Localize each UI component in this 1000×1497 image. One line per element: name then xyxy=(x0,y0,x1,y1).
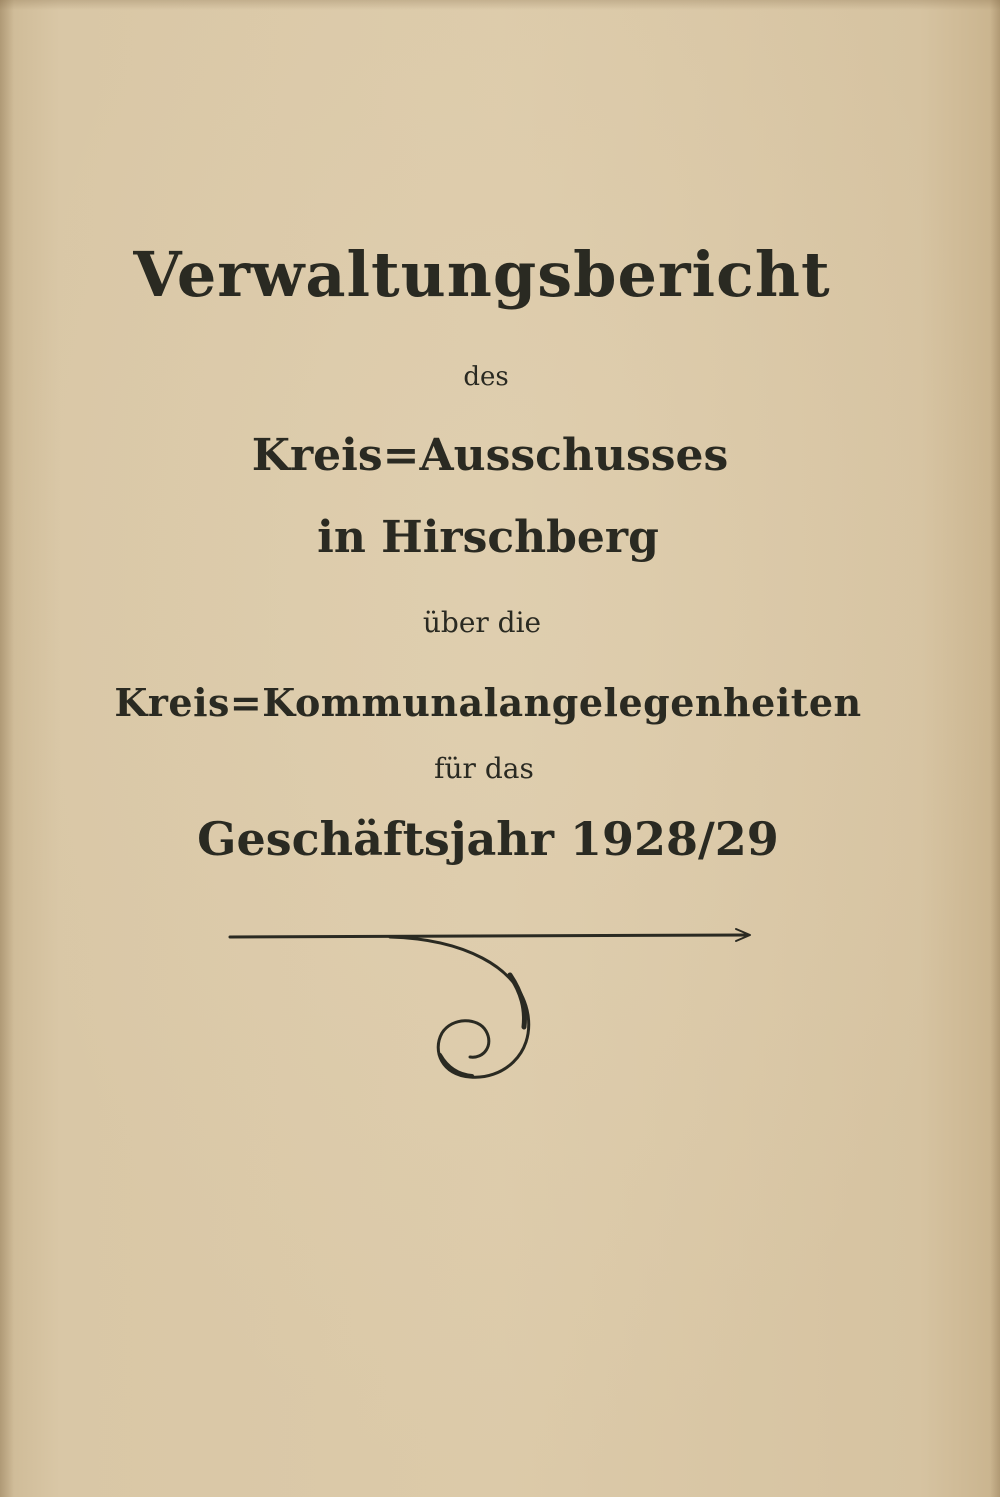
line-fuer-das: für das xyxy=(434,752,534,785)
line-des: des xyxy=(463,362,509,392)
line-ueber-die: über die xyxy=(422,606,542,639)
line-geschaeftsjahr: Geschäftsjahr 1928/29 xyxy=(197,812,779,866)
line-kreis-ausschuss: Kreis=Ausschusses xyxy=(251,430,729,481)
page-edge-left xyxy=(0,0,14,1497)
page-edge-right xyxy=(990,0,1000,1497)
line-hirschberg: in Hirschberg xyxy=(317,512,659,563)
page-edge-top xyxy=(0,0,1000,10)
scroll-flourish-icon xyxy=(220,905,780,1105)
line-kommunalangelegenheiten: Kreis=Kommunalangelegenheiten xyxy=(114,680,862,725)
document-title: Verwaltungsbericht xyxy=(133,238,831,311)
